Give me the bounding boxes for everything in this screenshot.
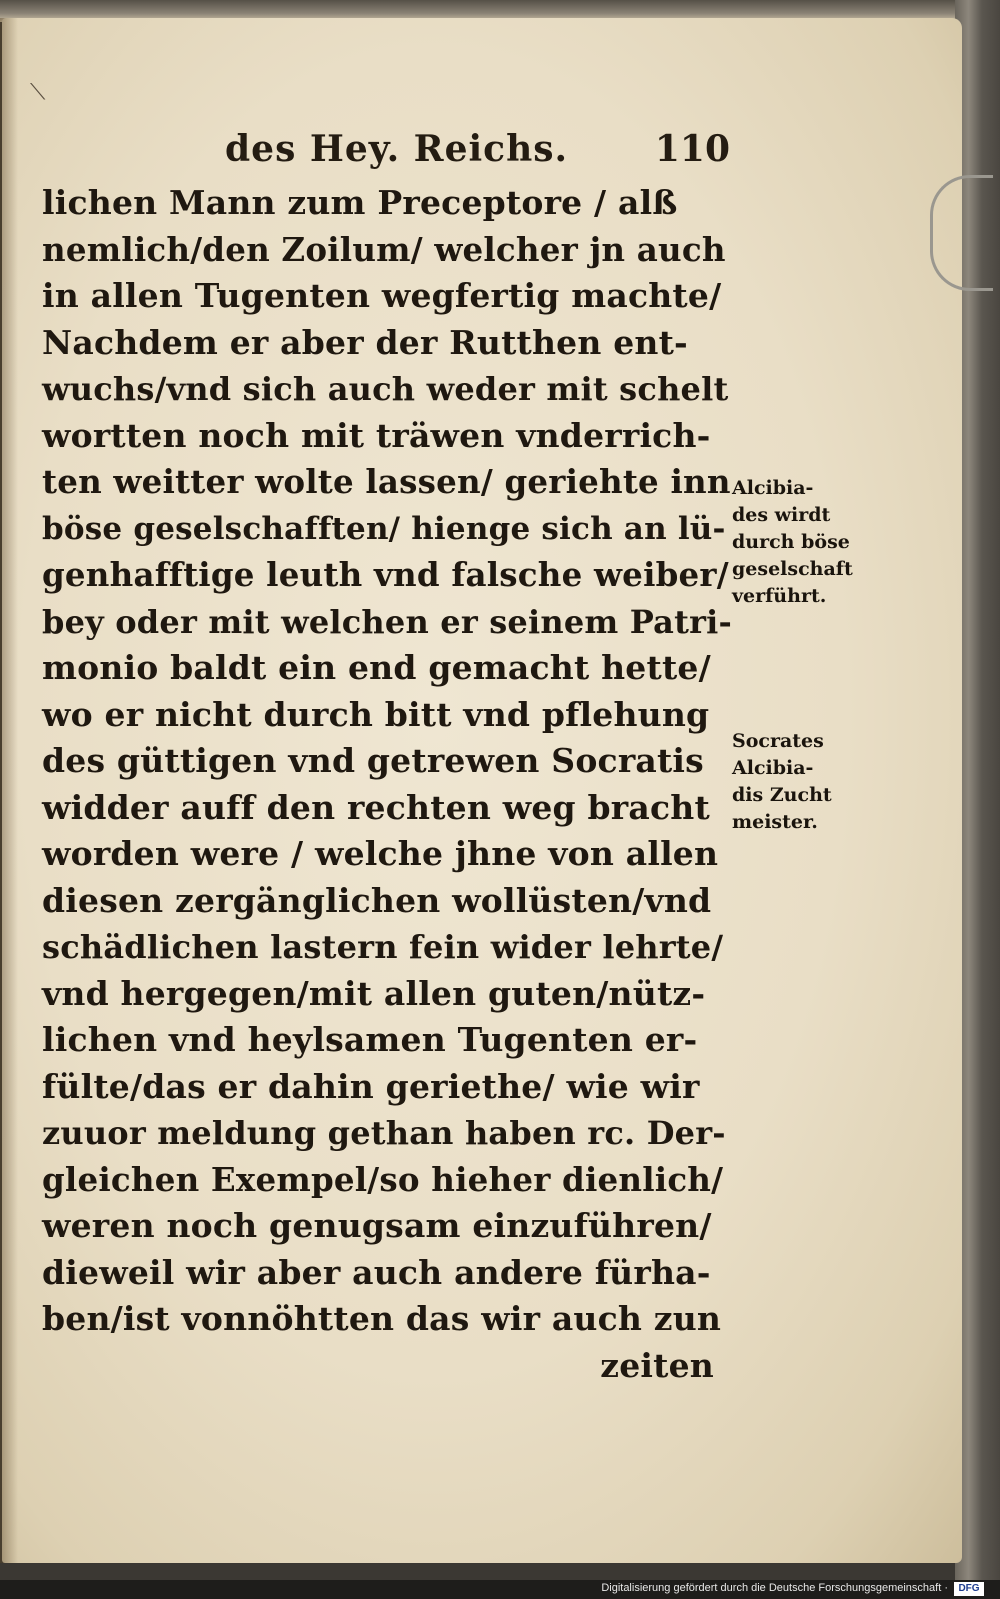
text-line: widder auff den rechten weg bracht [42,787,710,827]
text-line: dieweil wir aber auch andere fürha- [42,1252,711,1292]
text-line: in allen Tugenten wegfertig machte/ [42,276,722,315]
text-line: genhafftige leuth vnd falsche weiber/ [42,555,729,594]
margin-note-socrates [732,728,872,836]
text-line: wuchs/vnd sich auch weder mit schelt [42,370,729,408]
margin-note-line: meister. [732,811,818,833]
text-line: ben/ist vonnöhtten das wir auch zun [42,1299,722,1338]
gutter-shadow [0,18,18,1563]
text-line: des güttigen vnd getrewen Socratis [42,741,704,780]
text-line: bey oder mit welchen er seinem Patri- [42,602,732,641]
page-number: 110 [654,128,730,170]
ink-mark: ⟍ [30,80,46,105]
text-line: monio baldt ein end gemacht hette/ [42,648,711,687]
margin-note-alcibiades [732,475,872,610]
funding-credit: Digitalisierung gefördert durch die Deutsche Forschungsgemeinschaft · [601,1582,948,1594]
margin-note-line: des wirdt [732,504,831,526]
catchword: zeiten [600,1345,714,1385]
margin-note-line: verführt. [732,585,827,607]
text-line: wortten noch mit träwen vnderrich- [42,415,711,455]
text-line: vnd hergegen/mit allen guten/nütz- [42,973,706,1013]
text-line: böse geselschafften/ hienge sich an lü- [42,510,726,547]
margin-note-line: Socrates [732,730,824,752]
text-line: diesen zergänglichen wollüsten/vnd [42,880,712,920]
text-line: zuuor meldung gethan haben rc. Der- [42,1114,726,1152]
margin-note-line: Alcibia- [732,477,814,499]
running-header [225,128,730,172]
text-line: lichen Mann zum Preceptore / alß [42,183,678,222]
text-line: schädlichen lastern fein wider lehrte/ [42,928,724,966]
text-line: ten weitter wolte lassen/ geriehte inn [42,462,731,501]
margin-note-line: durch böse [732,531,850,553]
body-text [42,180,732,1389]
text-line: weren noch genugsam einzuführen/ [42,1206,712,1245]
dfg-logo: DFG [954,1582,984,1596]
running-title: des Hey. Reichs. [225,128,569,170]
page-clip [930,175,993,291]
text-line: wo er nicht durch bitt vnd pflehung [42,694,710,734]
text-line: fülte/das er dahin geriethe/ wie wir [42,1066,700,1106]
text-line: nemlich/den Zoilum/ welcher jn auch [42,229,726,269]
text-line: gleichen Exempel/so hieher dienlich/ [42,1159,724,1199]
margin-note-line: geselschaft [732,558,853,580]
text-line: lichen vnd heylsamen Tugenten er- [42,1020,698,1059]
margin-note-line: dis Zucht [732,784,832,806]
margin-note-line: Alcibia- [732,757,814,779]
text-line: worden were / welche jhne von allen [42,834,719,873]
text-line: Nachdem er aber der Rutthen ent- [42,322,688,362]
